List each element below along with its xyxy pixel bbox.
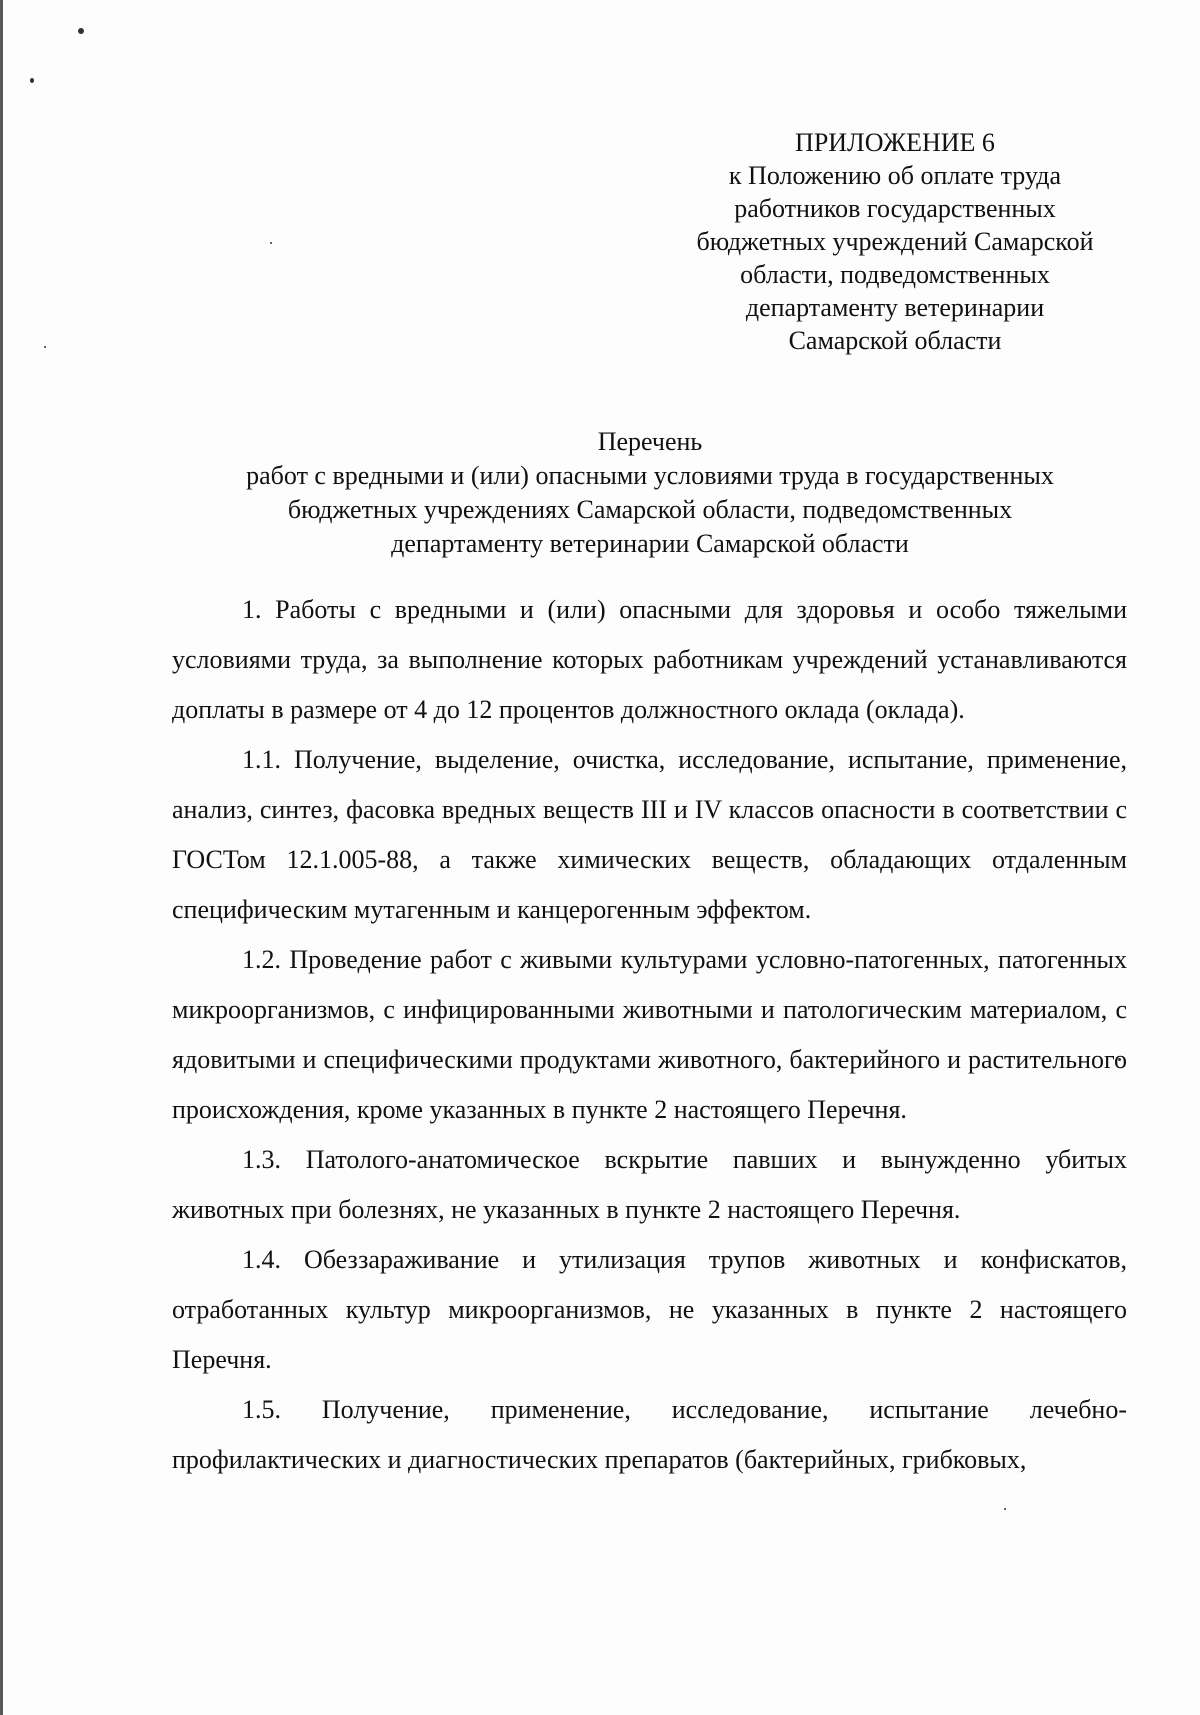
title-line: бюджетных учреждениях Самарской области, подведомственных: [287, 495, 1013, 524]
appendix-line: ПРИЛОЖЕНИЕ 6: [795, 128, 995, 157]
scan-speck: [78, 28, 84, 34]
appendix-line: области, подведомственных: [740, 260, 1050, 289]
title-line: Перечень: [597, 427, 703, 456]
document-body: [172, 585, 1127, 1485]
scan-speck: [44, 346, 46, 348]
paragraph-1: 1. Работы с вредными и (или) опасными для здоровья и особо тяжелыми условиями труда, за выполнение которых работникам учреждений устанавливаются доплаты в размере от 4 до 12 процентов должностного оклада (оклада).: [172, 595, 1127, 724]
paragraph-1-2: 1.2. Проведение работ с живыми культурами условно-патогенных, патогенных микроорганизмов, с инфицированными животными и патологическим материалом, с ядовитыми и специфическими продуктами животного, бактерийного и растительного происхождения, кроме указанных в пункте 2 настоящего Перечня.: [172, 945, 1127, 1124]
appendix-line: Самарской области: [788, 326, 1002, 355]
scan-speck: [30, 78, 34, 83]
paragraph-1-3: 1.3. Патолого-анатомическое вскрытие павших и вынужденно убитых животных при болезнях, не указанных в пункте 2 настоящего Перечня.: [172, 1145, 1127, 1224]
paragraph-1-4: 1.4. Обеззараживание и утилизация трупов животных и конфискатов, отработанных культур микроорганизмов, не указанных в пункте 2 настоящего Перечня.: [172, 1245, 1127, 1374]
appendix-header: [660, 126, 1130, 357]
title-line: департаменту ветеринарии Самарской области: [391, 529, 909, 558]
scan-speck: [270, 242, 272, 244]
appendix-line: бюджетных учреждений Самарской: [696, 227, 1094, 256]
appendix-line: к Положению об оплате труда: [728, 161, 1062, 190]
appendix-line: работников государственных: [734, 194, 1056, 223]
scan-speck: [1004, 1508, 1006, 1510]
appendix-line: департаменту ветеринарии: [745, 293, 1045, 322]
document-title: [160, 425, 1140, 561]
paragraph-1-5: 1.5. Получение, применение, исследование, испытание лечебно-профилактических и диагностических препаратов (бактерийных, грибковых,: [172, 1395, 1127, 1474]
title-line: работ с вредными и (или) опасными условиями труда в государственных: [246, 461, 1054, 490]
paragraph-1-1: 1.1. Получение, выделение, очистка, исследование, испытание, применение, анализ, синтез, фасовка вредных веществ III и IV классов опасности в соответствии с ГОСТом 12.1.005-88, а также химических веществ, обладающих отдаленным специфическим мутагенным и канцерогенным эффектом.: [172, 745, 1127, 924]
scan-edge: [0, 0, 3, 1715]
